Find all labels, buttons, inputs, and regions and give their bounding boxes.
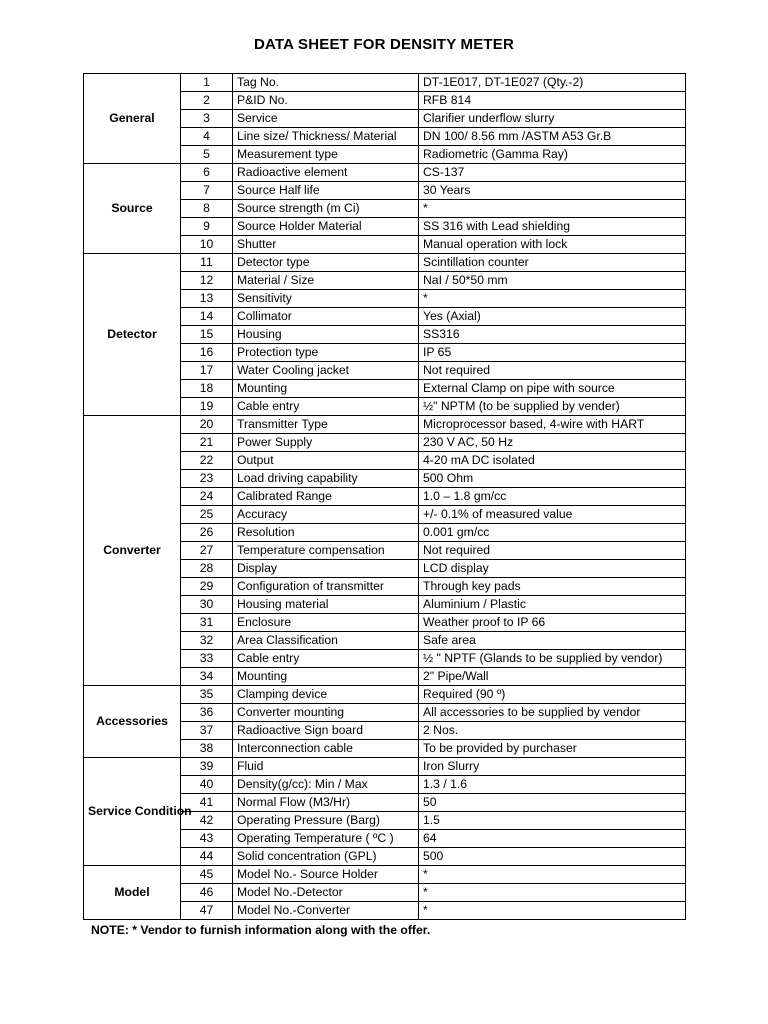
parameter-value: To be provided by purchaser xyxy=(419,740,686,758)
row-number: 26 xyxy=(181,524,233,542)
parameter-name: Model No.-Converter xyxy=(233,902,419,920)
parameter-value: NaI / 50*50 mm xyxy=(419,272,686,290)
parameter-name: Radioactive element xyxy=(233,164,419,182)
parameter-value: Through key pads xyxy=(419,578,686,596)
row-number: 47 xyxy=(181,902,233,920)
row-number: 10 xyxy=(181,236,233,254)
table-row xyxy=(84,74,686,92)
datasheet-body xyxy=(84,74,686,920)
row-number: 37 xyxy=(181,722,233,740)
parameter-value: Radiometric (Gamma Ray) xyxy=(419,146,686,164)
row-number: 9 xyxy=(181,218,233,236)
parameter-value: External Clamp on pipe with source xyxy=(419,380,686,398)
table-row xyxy=(84,416,686,434)
parameter-name: Measurement type xyxy=(233,146,419,164)
parameter-value: SS316 xyxy=(419,326,686,344)
row-number: 29 xyxy=(181,578,233,596)
parameter-name: Service xyxy=(233,110,419,128)
parameter-name: Mounting xyxy=(233,380,419,398)
group-label: Converter xyxy=(84,416,181,686)
parameter-name: Detector type xyxy=(233,254,419,272)
row-number: 16 xyxy=(181,344,233,362)
row-number: 6 xyxy=(181,164,233,182)
parameter-value: SS 316 with Lead shielding xyxy=(419,218,686,236)
parameter-name: Model No.-Detector xyxy=(233,884,419,902)
row-number: 32 xyxy=(181,632,233,650)
parameter-value: CS-137 xyxy=(419,164,686,182)
table-row xyxy=(84,686,686,704)
parameter-value: 230 V AC, 50 Hz xyxy=(419,434,686,452)
row-number: 14 xyxy=(181,308,233,326)
parameter-name: Operating Pressure (Barg) xyxy=(233,812,419,830)
parameter-value: Iron Slurry xyxy=(419,758,686,776)
row-number: 31 xyxy=(181,614,233,632)
parameter-value: * xyxy=(419,290,686,308)
row-number: 28 xyxy=(181,560,233,578)
parameter-value: RFB 814 xyxy=(419,92,686,110)
row-number: 27 xyxy=(181,542,233,560)
row-number: 34 xyxy=(181,668,233,686)
parameter-name: Calibrated Range xyxy=(233,488,419,506)
parameter-value: Required (90 º) xyxy=(419,686,686,704)
row-number: 18 xyxy=(181,380,233,398)
parameter-name: Configuration of transmitter xyxy=(233,578,419,596)
parameter-name: Line size/ Thickness/ Material xyxy=(233,128,419,146)
parameter-value: Not required xyxy=(419,362,686,380)
row-number: 8 xyxy=(181,200,233,218)
parameter-value: Safe area xyxy=(419,632,686,650)
parameter-name: Power Supply xyxy=(233,434,419,452)
parameter-value: 2 Nos. xyxy=(419,722,686,740)
parameter-value: * xyxy=(419,884,686,902)
parameter-name: P&ID No. xyxy=(233,92,419,110)
parameter-value: Manual operation with lock xyxy=(419,236,686,254)
parameter-name: Tag No. xyxy=(233,74,419,92)
parameter-name: Collimator xyxy=(233,308,419,326)
parameter-value: 30 Years xyxy=(419,182,686,200)
parameter-name: Solid concentration (GPL) xyxy=(233,848,419,866)
row-number: 11 xyxy=(181,254,233,272)
row-number: 45 xyxy=(181,866,233,884)
table-row xyxy=(84,254,686,272)
parameter-value: LCD display xyxy=(419,560,686,578)
parameter-name: Accuracy xyxy=(233,506,419,524)
row-number: 23 xyxy=(181,470,233,488)
parameter-name: Protection type xyxy=(233,344,419,362)
row-number: 17 xyxy=(181,362,233,380)
parameter-value: * xyxy=(419,866,686,884)
parameter-value: ½ " NPTF (Glands to be supplied by vendor) xyxy=(419,650,686,668)
group-label: Model xyxy=(84,866,181,920)
row-number: 24 xyxy=(181,488,233,506)
parameter-value: 0.001 gm/cc xyxy=(419,524,686,542)
parameter-value: Microprocessor based, 4-wire with HART xyxy=(419,416,686,434)
datasheet-table xyxy=(83,73,686,920)
parameter-name: Cable entry xyxy=(233,398,419,416)
row-number: 20 xyxy=(181,416,233,434)
parameter-value: * xyxy=(419,902,686,920)
parameter-value: Clarifier underflow slurry xyxy=(419,110,686,128)
row-number: 4 xyxy=(181,128,233,146)
parameter-name: Model No.- Source Holder xyxy=(233,866,419,884)
parameter-name: Radioactive Sign board xyxy=(233,722,419,740)
table-row xyxy=(84,164,686,182)
parameter-value: DN 100/ 8.56 mm /ASTM A53 Gr.B xyxy=(419,128,686,146)
row-number: 12 xyxy=(181,272,233,290)
parameter-name: Output xyxy=(233,452,419,470)
parameter-name: Source strength (m Ci) xyxy=(233,200,419,218)
parameter-value: 64 xyxy=(419,830,686,848)
parameter-name: Material / Size xyxy=(233,272,419,290)
parameter-name: Cable entry xyxy=(233,650,419,668)
row-number: 33 xyxy=(181,650,233,668)
group-label: Detector xyxy=(84,254,181,416)
parameter-name: Water Cooling jacket xyxy=(233,362,419,380)
parameter-value: DT-1E017, DT-1E027 (Qty.-2) xyxy=(419,74,686,92)
parameter-value: Not required xyxy=(419,542,686,560)
row-number: 13 xyxy=(181,290,233,308)
parameter-value: Weather proof to IP 66 xyxy=(419,614,686,632)
parameter-name: Converter mounting xyxy=(233,704,419,722)
parameter-name: Density(g/cc): Min / Max xyxy=(233,776,419,794)
row-number: 35 xyxy=(181,686,233,704)
parameter-name: Mounting xyxy=(233,668,419,686)
row-number: 40 xyxy=(181,776,233,794)
parameter-value: 1.0 – 1.8 gm/cc xyxy=(419,488,686,506)
parameter-value: Aluminium / Plastic xyxy=(419,596,686,614)
row-number: 46 xyxy=(181,884,233,902)
parameter-name: Load driving capability xyxy=(233,470,419,488)
parameter-value: 1.3 / 1.6 xyxy=(419,776,686,794)
parameter-name: Enclosure xyxy=(233,614,419,632)
parameter-name: Temperature compensation xyxy=(233,542,419,560)
group-label: Source xyxy=(84,164,181,254)
parameter-name: Display xyxy=(233,560,419,578)
row-number: 42 xyxy=(181,812,233,830)
parameter-value: IP 65 xyxy=(419,344,686,362)
parameter-name: Operating Temperature ( ºC ) xyxy=(233,830,419,848)
page-title: DATA SHEET FOR DENSITY METER xyxy=(253,36,515,53)
parameter-name: Area Classification xyxy=(233,632,419,650)
parameter-value: 4-20 mA DC isolated xyxy=(419,452,686,470)
parameter-value: 50 xyxy=(419,794,686,812)
group-label: Service Condition xyxy=(84,758,181,866)
footnote: NOTE: * Vendor to furnish information along with the offer. xyxy=(91,923,431,937)
table-row xyxy=(84,758,686,776)
parameter-name: Normal Flow (M3/Hr) xyxy=(233,794,419,812)
parameter-name: Interconnection cable xyxy=(233,740,419,758)
parameter-value: Scintillation counter xyxy=(419,254,686,272)
parameter-name: Resolution xyxy=(233,524,419,542)
parameter-name: Housing xyxy=(233,326,419,344)
row-number: 21 xyxy=(181,434,233,452)
parameter-name: Sensitivity xyxy=(233,290,419,308)
row-number: 41 xyxy=(181,794,233,812)
parameter-value: +/- 0.1% of measured value xyxy=(419,506,686,524)
parameter-value: 500 xyxy=(419,848,686,866)
row-number: 30 xyxy=(181,596,233,614)
parameter-name: Source Half life xyxy=(233,182,419,200)
row-number: 22 xyxy=(181,452,233,470)
row-number: 39 xyxy=(181,758,233,776)
row-number: 2 xyxy=(181,92,233,110)
row-number: 3 xyxy=(181,110,233,128)
parameter-name: Housing material xyxy=(233,596,419,614)
parameter-name: Shutter xyxy=(233,236,419,254)
row-number: 25 xyxy=(181,506,233,524)
parameter-value: All accessories to be supplied by vendor xyxy=(419,704,686,722)
parameter-value: 500 Ohm xyxy=(419,470,686,488)
parameter-name: Transmitter Type xyxy=(233,416,419,434)
row-number: 1 xyxy=(181,74,233,92)
group-label: Accessories xyxy=(84,686,181,758)
row-number: 36 xyxy=(181,704,233,722)
row-number: 7 xyxy=(181,182,233,200)
parameter-name: Clamping device xyxy=(233,686,419,704)
row-number: 15 xyxy=(181,326,233,344)
row-number: 44 xyxy=(181,848,233,866)
parameter-value: 1.5 xyxy=(419,812,686,830)
row-number: 43 xyxy=(181,830,233,848)
parameter-value: ½" NPTM (to be supplied by vender) xyxy=(419,398,686,416)
row-number: 19 xyxy=(181,398,233,416)
row-number: 38 xyxy=(181,740,233,758)
parameter-name: Source Holder Material xyxy=(233,218,419,236)
group-label: General xyxy=(84,74,181,164)
table-row xyxy=(84,866,686,884)
parameter-value: * xyxy=(419,200,686,218)
parameter-value: 2" Pipe/Wall xyxy=(419,668,686,686)
parameter-name: Fluid xyxy=(233,758,419,776)
parameter-value: Yes (Axial) xyxy=(419,308,686,326)
row-number: 5 xyxy=(181,146,233,164)
